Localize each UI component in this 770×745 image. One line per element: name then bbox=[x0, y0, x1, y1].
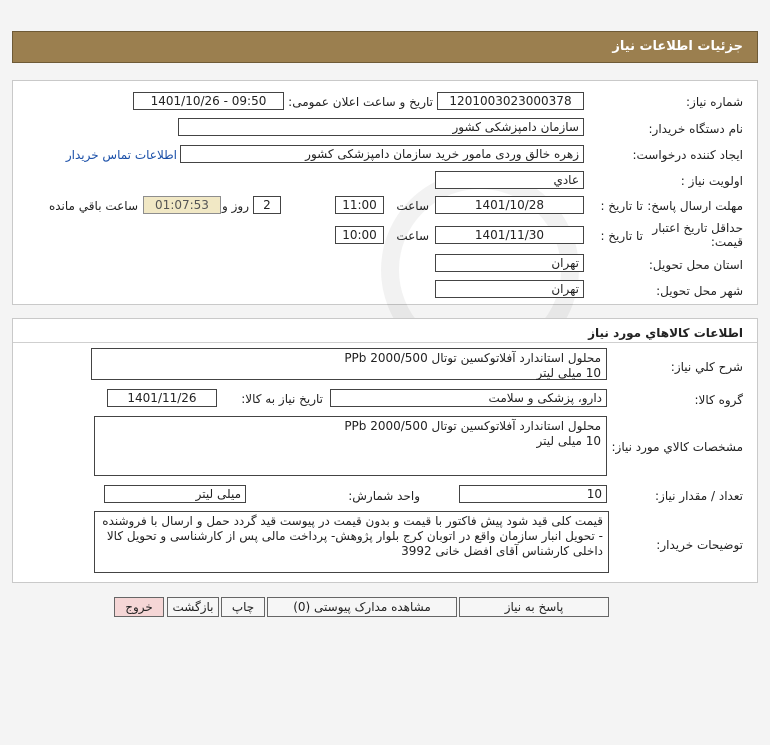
print-button[interactable]: چاپ bbox=[221, 597, 265, 617]
specs-field: محلول استاندارد آفلاتوکسین توتال PPb 2000/500 10 میلی لیتر bbox=[94, 416, 607, 476]
group-field: دارو، پزشکی و سلامت bbox=[330, 389, 607, 407]
general-desc-field: محلول استاندارد آفلاتوکسین توتال PPb 2000/500 10 میلی لیتر bbox=[91, 348, 607, 380]
days-label: روز و bbox=[222, 199, 249, 213]
validity-to-date-label: تا تاریخ : bbox=[600, 229, 643, 243]
city-label: شهر محل تحویل: bbox=[656, 284, 743, 298]
buyer-notes-field: قیمت کلی قید شود پیش فاکتور با قیمت و بدون قیمت در پیوست قید گردد حمل و ارسال با فروشنده - تحویل انبار سازمان واقع در اتوبان کرج بلوار پژوهش- پرداخت مالی پس از کارشناسی و تحویل کالا داخلی کارشناس آقای افضل خانی 3992 bbox=[94, 511, 609, 573]
deadline-time-label: ساعت bbox=[396, 199, 429, 213]
validity-time-field: 10:00 bbox=[335, 226, 384, 244]
group-label: گروه کالا: bbox=[694, 393, 743, 407]
validity-label-1: حداقل تاریخ اعتبار bbox=[652, 221, 743, 235]
deadline-time-field: 11:00 bbox=[335, 196, 384, 214]
buyer-org-label: نام دستگاه خریدار: bbox=[648, 122, 743, 136]
goods-section-title: اطلاعات کالاهاي مورد نياز bbox=[588, 326, 743, 340]
need-date-field: 1401/11/26 bbox=[107, 389, 217, 407]
reply-button[interactable]: پاسخ به نیاز bbox=[459, 597, 609, 617]
specs-label: مشخصات کالاي مورد نياز: bbox=[611, 440, 743, 454]
announce-field: 1401/10/26 - 09:50 bbox=[133, 92, 284, 110]
page-title: جزئیات اطلاعات نیاز bbox=[612, 39, 743, 54]
need-number-field: 1201003023000378 bbox=[437, 92, 584, 110]
province-field: تهران bbox=[435, 254, 584, 272]
qty-label: تعداد / مقدار نیاز: bbox=[655, 489, 743, 503]
need-date-label: تاریخ نیاز به کالا: bbox=[241, 392, 323, 406]
deadline-to-date-label: تا تاریخ : bbox=[600, 199, 643, 213]
deadline-label: مهلت ارسال پاسخ: bbox=[647, 199, 743, 213]
back-button[interactable]: بازگشت bbox=[167, 597, 219, 617]
contact-info-link[interactable]: اطلاعات تماس خریدار bbox=[65, 148, 177, 162]
province-label: استان محل تحویل: bbox=[648, 258, 743, 272]
buyer-notes-label: توضیحات خریدار: bbox=[656, 538, 743, 552]
qty-field: 10 bbox=[459, 485, 607, 503]
priority-label: اولویت نیاز : bbox=[680, 174, 743, 188]
priority-field: عادي bbox=[435, 171, 584, 189]
exit-button[interactable]: خروج bbox=[114, 597, 164, 617]
goods-section-divider bbox=[13, 342, 757, 343]
validity-time-label: ساعت bbox=[396, 229, 429, 243]
creator-label: ایجاد کننده درخواست: bbox=[632, 148, 743, 162]
deadline-date-field: 1401/10/28 bbox=[435, 196, 584, 214]
validity-label-2: قیمت: bbox=[710, 235, 743, 249]
buyer-org-field: سازمان دامپزشکی کشور bbox=[178, 118, 584, 136]
announce-label: تاریخ و ساعت اعلان عمومی: bbox=[288, 95, 433, 109]
attachments-button[interactable]: مشاهده مدارک پیوستی (0) bbox=[267, 597, 457, 617]
general-desc-label: شرح کلي نياز: bbox=[670, 360, 743, 374]
unit-field: میلی لیتر bbox=[104, 485, 246, 503]
creator-field: زهره خالق وردی مامور خرید سازمان دامپزشکی کشور bbox=[180, 145, 584, 163]
need-number-label: شماره نیاز: bbox=[686, 95, 743, 109]
days-remaining-field: 2 bbox=[253, 196, 281, 214]
city-field: تهران bbox=[435, 280, 584, 298]
validity-date-field: 1401/11/30 bbox=[435, 226, 584, 244]
need-info-panel bbox=[12, 80, 758, 305]
page-title-bar bbox=[12, 31, 758, 63]
unit-label: واحد شمارش: bbox=[348, 489, 420, 503]
remaining-label: ساعت باقي مانده bbox=[48, 199, 138, 213]
remaining-time-field: 01:07:53 bbox=[143, 196, 221, 214]
